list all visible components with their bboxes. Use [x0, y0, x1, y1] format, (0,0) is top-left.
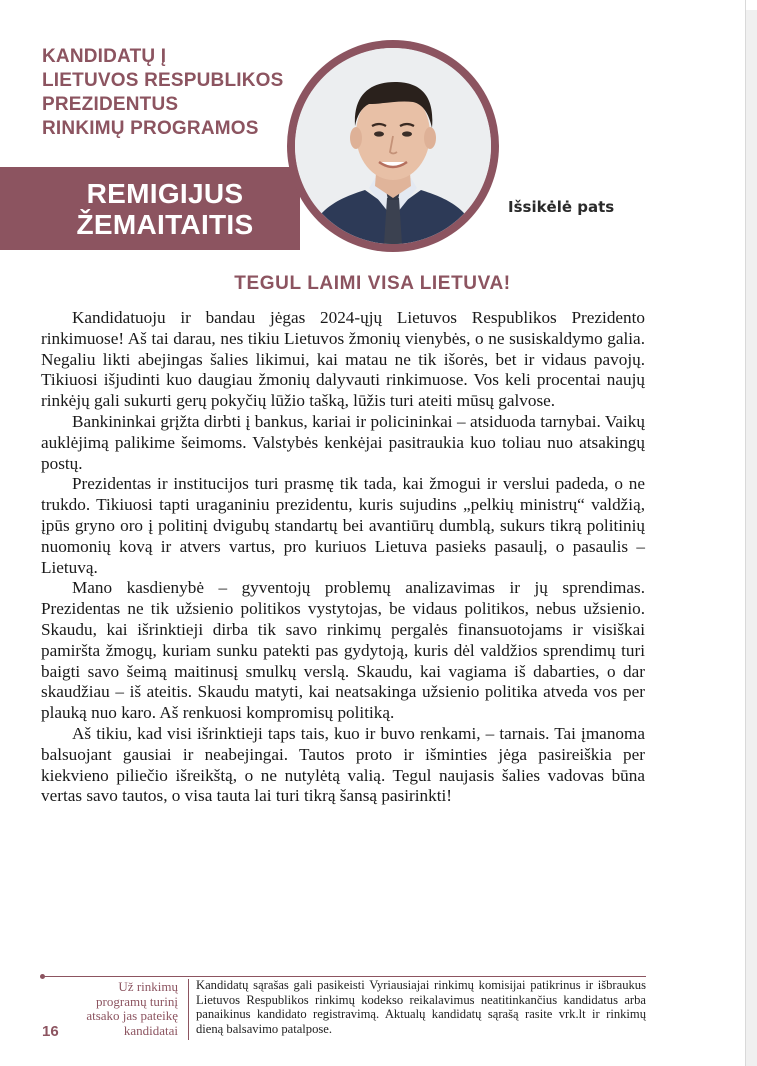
program-slogan: TEGUL LAIMI VISA LIETUVA! [234, 273, 511, 294]
nomination-label: Išsikėlė pats [508, 198, 615, 216]
program-title-line: PREZIDENTUS [42, 94, 179, 115]
program-text [41, 308, 645, 807]
program-title-line: LIETUVOS RESPUBLIKOS [42, 70, 284, 91]
program-paragraph: Kandidatuoju ir bandau jėgas 2024-ųjų Lietuvos Respublikos Prezidento rinkimuose! Aš tai darau, nes tikiu Lietuvos žmonių vienybės, o ne susiskaldymo galia. Negaliu likti abejingas šalies likimui, kai matau ne tik išorės, bet ir vidaus pavojų. Tikiuosi išjudinti kuo daugiau žmonių dalyvauti rinkimuose. Vos keli procentai naujų rinkėjų gali sukurti gerų pokyčių lūžio tašką, lūžis turi ateiti mūsų galvose. [41, 308, 645, 411]
candidate-portrait [295, 48, 491, 244]
page-number: 16 [42, 1023, 59, 1040]
responsibility-note-line: kandidatai [123, 1022, 178, 1038]
footer-rule [43, 976, 646, 977]
portrait-illustration [295, 48, 491, 244]
responsibility-note-line: programų turinį [96, 993, 178, 1009]
program-title-line: RINKIMŲ PROGRAMOS [42, 118, 259, 139]
program-paragraph: Prezidentas ir institucijos turi prasmę tik tada, kai žmogui ir verslui padeda, o ne trukdo. Tikiuosi tapti uraganiniu prezidentu, kuris sujudins „pelkių ministrų“ valdžią, įpūs gryno oro į politinį dvigubų standartų bei avantiūrų dumblą, sukurs tikrą politinių nuomonių kovą ir atvers vartus, pro kuriuos Lietuva pasieks pasaulį, o pasaulis – Lietuvą. [41, 474, 645, 577]
program-title [42, 45, 284, 141]
viewer-scroll-gutter [746, 10, 757, 1066]
candidate-first-name: REMIGIJUS [86, 178, 244, 209]
responsibility-note-line: atsako jas pateikę [86, 1008, 178, 1023]
program-paragraph: Bankininkai grįžta dirbti į bankus, kariai ir policininkai – atsiduoda tarnybai. Vaikų auklėjimą palikime šeimoms. Valstybės kenkėjai pasitraukia kuo toliau nuo atsakingų postų. [41, 411, 645, 473]
candidate-list-note: Kandidatų sąrašas gali pasikeisti Vyriausiajai rinkimų komisijai patikrinus ir išbraukus Lietuvos Respublikos rinkimų kodekso reikalavimus neatitinkančius kandidatus arba panaikinus kandidato registravimą. Aktualų kandidatų sąrašą rasite vrk.lt ir rinkimų dieną balsavimo patalpose. [196, 978, 646, 1036]
responsibility-note [78, 980, 178, 1038]
responsibility-note-line: Už rinkimų [118, 979, 178, 994]
program-title-line: KANDIDATŲ Į [42, 46, 167, 67]
program-paragraph: Aš tikiu, kad visi išrinktieji taps tais, kuo ir buvo renkami, – tarnais. Tai įmanoma balsuojant gausiai ir neabejingai. Tautos proto ir išminties jėga pasireiškia per kiekvieno piliečio išreikštą, o ne nutylėtą valią. Tegul naujasis šalies vadovas būna vertas savo tautos, o visa tauta lai turi tikrą šansą pasirinkti! [41, 723, 645, 806]
candidate-last-name: ŽEMAITAITIS [76, 209, 254, 240]
program-paragraph: Mano kasdienybė – gyventojų problemų analizavimas ir jų sprendimas. Prezidentas ne tik užsienio politikos vystytojas, be vidaus politikos, nebus užsienio. Skaudu, kai išrinktieji dirba tik savo rinkimų pergalės finansuotojams ir visiškai pamiršta žmogų, kuriam sunku patekti pas gydytoją, kuris dėl valdžios sprendimų turi baigti savo šeimą maitinusį smulkų verslą. Skaudu, kai vagiama iš dabarties, o dar skaudžiau – iš ateitis. Skaudu matyti, kai neatsakinga užsienio politika atveda vos per plauką nuo karo. Aš renkuosi kompromisų politiką. [41, 578, 645, 723]
candidate-name [0, 178, 330, 240]
footer-divider [188, 979, 189, 1040]
